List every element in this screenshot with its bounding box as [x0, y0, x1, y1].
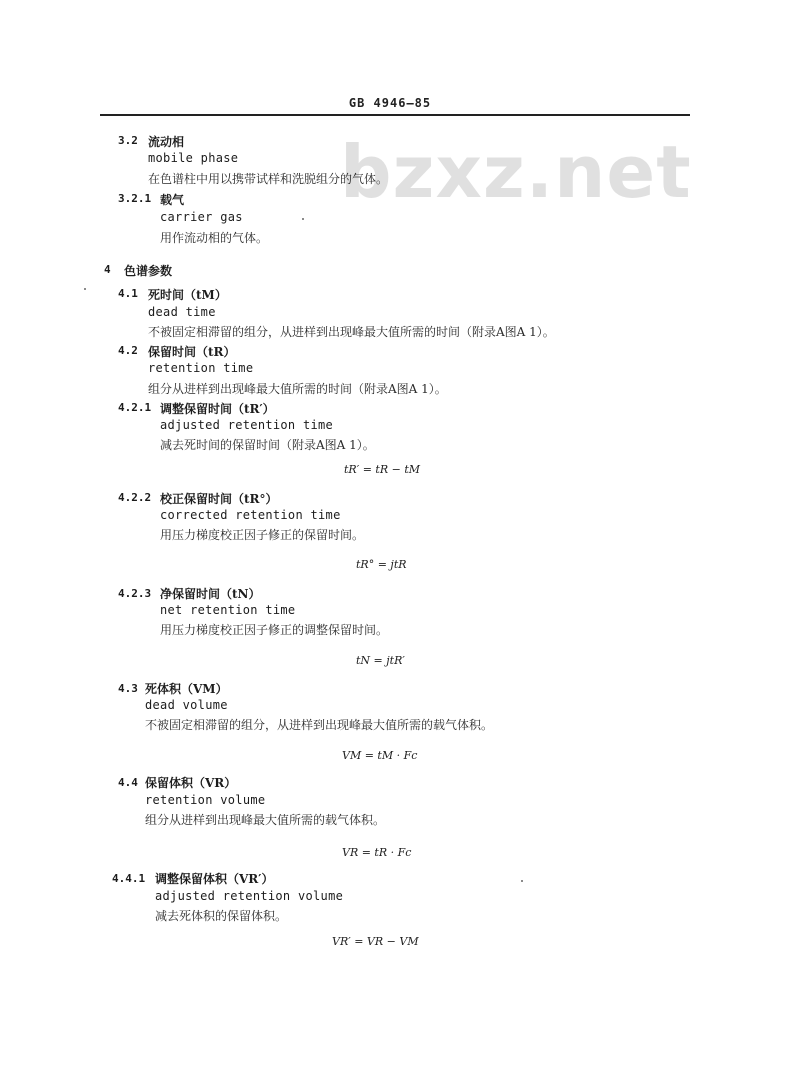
definition: 不被固定相滞留的组分，从进样到出现峰最大值所需的载气体积。 [145, 718, 494, 732]
formula: VR = tR · Fc [342, 846, 412, 859]
section-number: 3.2 [118, 134, 138, 147]
section-number: 4.3 [118, 682, 138, 695]
section-number: 4.1 [118, 287, 138, 300]
formula: tR° = jtR [356, 558, 407, 571]
english-term: adjusted retention time [160, 418, 334, 432]
formula: tN = jtR′ [356, 654, 405, 667]
definition: 减去死时间的保留时间（附录A图A 1）。 [160, 438, 375, 452]
definition: 组分从进样到出现峰最大值所需的载气体积。 [145, 813, 386, 827]
english-term: retention volume [145, 793, 266, 807]
definition: 减去死体积的保留体积。 [155, 909, 288, 923]
section-number: 4 [104, 263, 111, 276]
section-title: 色谱参数 [124, 264, 173, 278]
english-term: dead time [148, 305, 216, 319]
english-term: adjusted retention volume [155, 889, 344, 903]
formula: VR′ = VR − VM [332, 935, 419, 948]
section-title: 净保留时间（tN） [160, 587, 261, 601]
english-term: carrier gas [160, 210, 243, 224]
section-title: 保留时间（tR） [148, 345, 236, 359]
english-term: mobile phase [148, 151, 239, 165]
watermark: bzxz.net [340, 130, 692, 214]
header-rule [100, 114, 690, 116]
section-number: 4.2.1 [118, 401, 152, 414]
section-title: 调整保留时间（tR′） [160, 402, 275, 416]
scan-speck [84, 288, 86, 290]
section-number: 4.4 [118, 776, 138, 789]
english-term: dead volume [145, 698, 228, 712]
definition: 组分从进样到出现峰最大值所需的时间（附录A图A 1）。 [148, 382, 447, 396]
formula: VM = tM · Fc [342, 749, 418, 762]
definition: 用作流动相的气体。 [160, 231, 269, 245]
definition: 用压力梯度校正因子修正的保留时间。 [160, 528, 365, 542]
section-title: 保留体积（VR） [145, 776, 237, 790]
section-number: 4.2 [118, 344, 138, 357]
scan-speck [521, 880, 523, 882]
section-number: 4.4.1 [112, 872, 146, 885]
english-term: retention time [148, 361, 254, 375]
section-title: 死体积（VM） [145, 682, 228, 696]
definition: 在色谱柱中用以携带试样和洗脱组分的气体。 [148, 172, 389, 186]
document-header: GB 4946—85 [348, 96, 432, 110]
formula: tR′ = tR − tM [344, 463, 421, 476]
english-term: corrected retention time [160, 508, 341, 522]
section-number: 4.2.2 [118, 491, 152, 504]
section-title: 调整保留体积（VR′） [155, 872, 274, 886]
scan-speck [302, 218, 304, 220]
definition: 用压力梯度校正因子修正的调整保留时间。 [160, 623, 389, 637]
section-number: 4.2.3 [118, 587, 152, 600]
section-title: 流动相 [148, 135, 185, 149]
section-title: 校正保留时间（tR°） [160, 492, 278, 506]
section-title: 载气 [160, 193, 185, 207]
english-term: net retention time [160, 603, 296, 617]
definition: 不被固定相滞留的组分，从进样到出现峰最大值所需的时间（附录A图A 1）。 [148, 325, 555, 339]
section-title: 死时间（tM） [148, 288, 227, 302]
section-number: 3.2.1 [118, 192, 152, 205]
